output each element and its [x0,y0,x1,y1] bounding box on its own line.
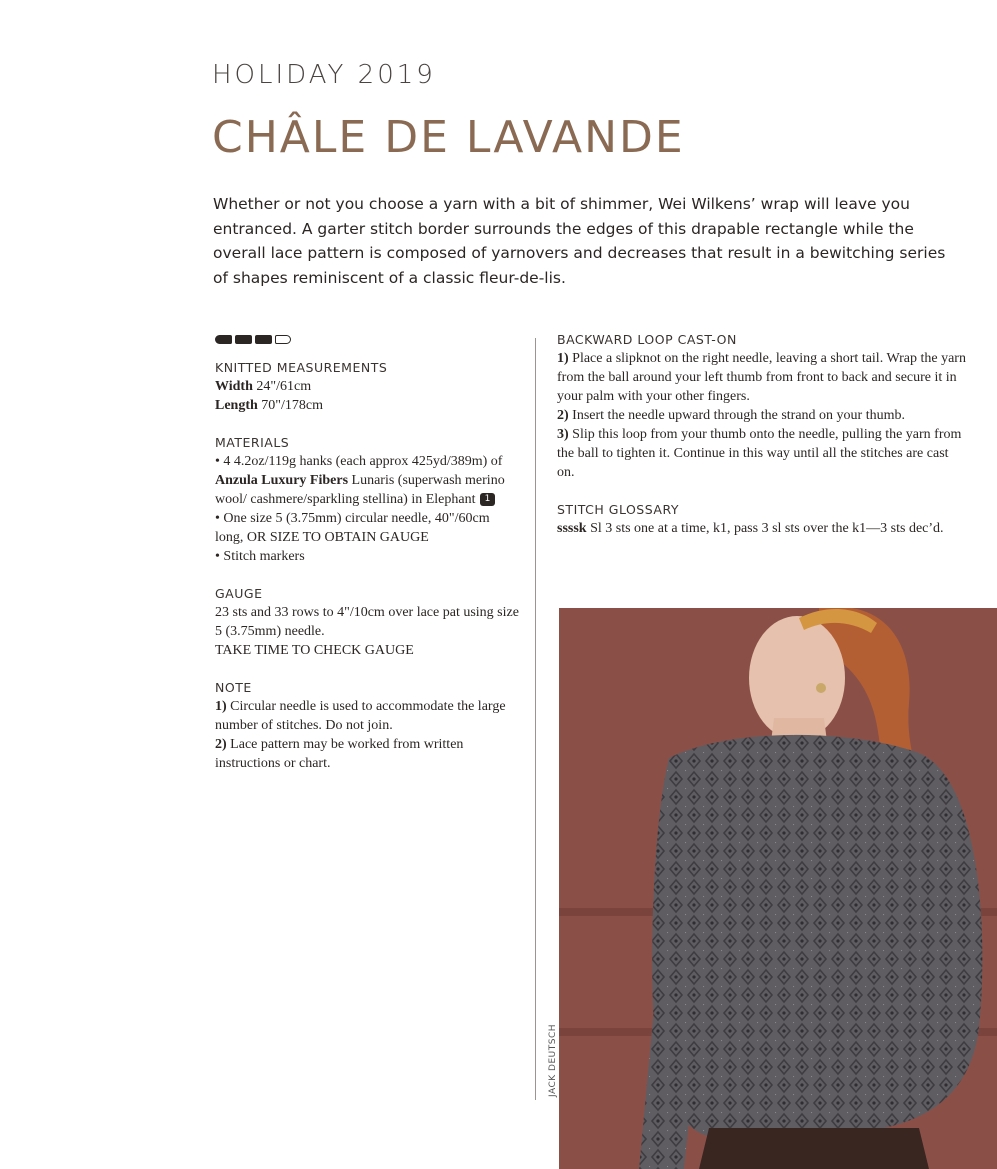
skirt [699,1128,929,1169]
measurements-heading: KNITTED MEASUREMENTS [215,360,388,375]
note-section [215,678,520,773]
yarn-text: • 4 4.2oz/119g hanks (each approx 425yd/389m) of [215,454,503,469]
length-value: 70"/178cm [261,398,324,413]
materials-section [215,433,520,566]
gauge-text: 23 sts and 33 rows to 4"/10cm over lace pat using size 5 (3.75mm) needle. [215,605,519,639]
yarn-brand: Anzula Luxury Fibers [215,473,349,488]
note-num-2: 2) [215,737,227,752]
note-item-1 [215,697,520,735]
note-item-2 [215,735,520,773]
yarn-text-2: Lunaris (superwash merino wool/ cashmere/sparkling stellina) in Elephant [215,473,505,507]
step-text-2: Insert the needle upward through the strand on your thumb. [572,408,905,423]
step-text-3: Slip this loop from your thumb onto the needle, pulling the yarn from the ball to tighten it. Continue in this way until all the stitches are cast on. [557,427,962,480]
note-text-2: Lace pattern may be worked from written instructions or chart. [215,737,464,771]
width-value: 24"/61cm [256,379,312,394]
left-column [215,335,520,791]
gauge-heading: GAUGE [215,586,263,601]
issue-label: HOLIDAY 2019 [212,60,436,90]
skill-level-icon [215,335,520,344]
earring [816,683,826,693]
yarn-weight-icon: 1 [480,493,495,506]
measurements-section [215,358,520,415]
glossary-definition: Sl 3 sts one at a time, k1, pass 3 sl sts over the k1—3 sts dec’d. [590,521,944,536]
skill-bar-filled [255,335,272,344]
cast-on-section [557,330,967,482]
materials-heading: MATERIALS [215,435,290,450]
materials-item-markers: • Stitch markers [215,549,305,564]
glossary-term: ssssk [557,521,587,536]
intro-paragraph: Whether or not you choose a yarn with a bit of shimmer, Wei Wilkens’ wrap will leave you entranced. A garter stitch border surrounds the edges of this drapable rectangle while the overall lace pattern is composed of yarnovers and decreases that result in a bewitching series of shapes reminiscent of a classic fleur-de-lis. [213,195,946,287]
cast-on-step-2 [557,406,967,425]
width-label: Width [215,379,253,394]
skill-bar-filled [215,335,232,344]
step-num-3: 3) [557,427,569,442]
length-label: Length [215,398,258,413]
step-text-1: Place a slipknot on the right needle, leaving a short tail. Wrap the yarn from the ball around your left thumb from front to back and secure it in your palm with your other fingers. [557,351,966,404]
glossary-heading: STITCH GLOSSARY [557,502,679,517]
gauge-section [215,584,520,660]
step-num-1: 1) [557,351,569,366]
cast-on-step-3 [557,425,967,482]
glossary-entry [557,519,967,538]
cast-on-heading: BACKWARD LOOP CAST-ON [557,332,737,347]
shawl [652,735,982,1138]
column-divider [535,338,536,1100]
right-column [557,330,967,556]
photo-credit: JACK DEUTSCH [548,1023,558,1097]
width-line [215,377,520,396]
note-num-1: 1) [215,699,227,714]
glossary-section [557,500,967,538]
step-num-2: 2) [557,408,569,423]
note-heading: NOTE [215,680,252,695]
materials-item-yarn [215,452,520,509]
skill-bar-filled [235,335,252,344]
note-text-1: Circular needle is used to accommodate the large number of stitches. Do not join. [215,699,506,733]
gauge-check: TAKE TIME TO CHECK GAUGE [215,643,414,658]
materials-item-needle: • One size 5 (3.75mm) circular needle, 40"/60cm long, OR SIZE TO OBTAIN GAUGE [215,511,490,545]
skill-bar-empty [275,335,291,344]
cast-on-step-1 [557,349,967,406]
length-line [215,396,520,415]
shawl-photo [559,608,997,1169]
pattern-title: CHÂLE DE LAVANDE [212,112,685,163]
